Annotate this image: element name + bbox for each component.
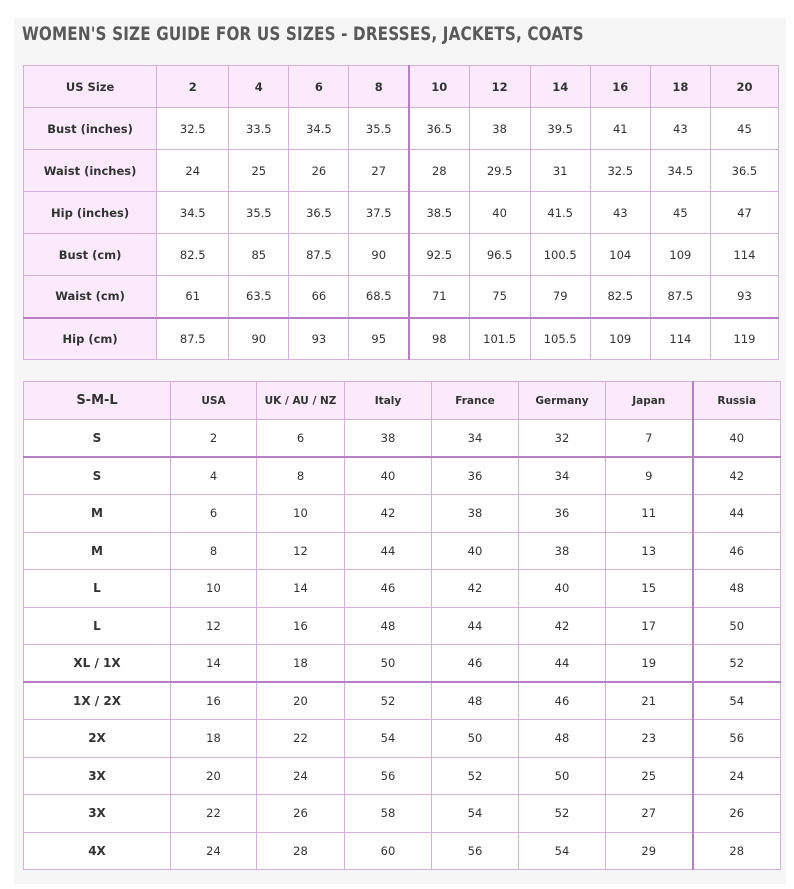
- sml-size-label: 3X: [24, 757, 171, 795]
- country-size-value: 34: [432, 420, 519, 458]
- measurement-value: 47: [710, 192, 778, 234]
- country-size-value: 12: [257, 532, 345, 570]
- country-size-value: 42: [693, 457, 781, 495]
- country-size-value: 52: [432, 757, 519, 795]
- measurement-value: 66: [289, 276, 349, 318]
- country-header-cell: USA: [171, 382, 257, 420]
- us-size-row: [24, 192, 779, 234]
- international-size-table: [23, 381, 781, 870]
- country-size-value: 38: [345, 420, 432, 458]
- sml-size-label: 2X: [24, 720, 171, 758]
- country-size-value: 54: [345, 720, 432, 758]
- intl-size-row: [24, 757, 781, 795]
- country-size-value: 36: [519, 495, 606, 533]
- country-size-value: 23: [606, 720, 693, 758]
- measurement-value: 90: [229, 318, 289, 360]
- measurement-label: Waist (cm): [24, 276, 157, 318]
- measurement-value: 92.5: [409, 234, 469, 276]
- sml-size-label: 4X: [24, 832, 171, 870]
- country-size-value: 16: [257, 607, 345, 645]
- measurement-value: 39.5: [530, 108, 590, 150]
- sml-size-label: M: [24, 495, 171, 533]
- measurement-value: 34.5: [289, 108, 349, 150]
- country-size-value: 48: [519, 720, 606, 758]
- us-size-row: [24, 234, 779, 276]
- measurement-value: 63.5: [229, 276, 289, 318]
- country-size-value: 56: [693, 720, 781, 758]
- us-size-table: [23, 65, 779, 360]
- measurement-value: 32.5: [590, 150, 650, 192]
- measurement-value: 104: [590, 234, 650, 276]
- country-size-value: 6: [257, 420, 345, 458]
- measurement-value: 36.5: [409, 108, 469, 150]
- measurement-value: 34.5: [157, 192, 229, 234]
- country-size-value: 28: [693, 832, 781, 870]
- measurement-value: 38.5: [409, 192, 469, 234]
- country-size-value: 11: [606, 495, 693, 533]
- country-size-value: 46: [432, 645, 519, 683]
- country-size-value: 40: [432, 532, 519, 570]
- us-size-header-cell: 12: [469, 66, 530, 108]
- us-size-row: [24, 150, 779, 192]
- sml-size-label: XL / 1X: [24, 645, 171, 683]
- intl-size-row: [24, 607, 781, 645]
- us-size-header-cell: 20: [710, 66, 778, 108]
- measurement-value: 61: [157, 276, 229, 318]
- country-size-value: 48: [345, 607, 432, 645]
- measurement-value: 109: [650, 234, 710, 276]
- us-size-header-label: US Size: [24, 66, 157, 108]
- us-size-header-cell: 14: [530, 66, 590, 108]
- us-size-row: [24, 276, 779, 318]
- us-size-row: [24, 108, 779, 150]
- measurement-value: 71: [409, 276, 469, 318]
- measurement-label: Waist (inches): [24, 150, 157, 192]
- country-size-value: 34: [519, 457, 606, 495]
- measurement-value: 82.5: [590, 276, 650, 318]
- country-size-value: 25: [606, 757, 693, 795]
- measurement-value: 114: [650, 318, 710, 360]
- measurement-value: 35.5: [229, 192, 289, 234]
- intl-size-row: [24, 532, 781, 570]
- country-size-value: 17: [606, 607, 693, 645]
- country-size-value: 40: [345, 457, 432, 495]
- country-size-value: 22: [257, 720, 345, 758]
- country-header-cell: UK / AU / NZ: [257, 382, 345, 420]
- measurement-value: 87.5: [650, 276, 710, 318]
- measurement-value: 24: [157, 150, 229, 192]
- country-header-cell: Japan: [606, 382, 693, 420]
- measurement-value: 98: [409, 318, 469, 360]
- country-size-value: 27: [606, 795, 693, 833]
- country-size-value: 21: [606, 682, 693, 720]
- country-size-value: 20: [257, 682, 345, 720]
- country-size-value: 20: [171, 757, 257, 795]
- sml-header-label: S-M-L: [24, 382, 171, 420]
- country-header-cell: Russia: [693, 382, 781, 420]
- country-size-value: 18: [171, 720, 257, 758]
- country-header-cell: Germany: [519, 382, 606, 420]
- country-header-cell: France: [432, 382, 519, 420]
- measurement-value: 29.5: [469, 150, 530, 192]
- measurement-value: 87.5: [289, 234, 349, 276]
- country-size-value: 54: [519, 832, 606, 870]
- measurement-value: 34.5: [650, 150, 710, 192]
- sml-size-label: S: [24, 457, 171, 495]
- intl-size-row: [24, 682, 781, 720]
- measurement-value: 87.5: [157, 318, 229, 360]
- country-size-value: 58: [345, 795, 432, 833]
- us-size-header-cell: 18: [650, 66, 710, 108]
- country-size-value: 22: [171, 795, 257, 833]
- country-size-value: 46: [693, 532, 781, 570]
- country-size-value: 46: [519, 682, 606, 720]
- measurement-value: 93: [289, 318, 349, 360]
- country-size-value: 15: [606, 570, 693, 608]
- country-size-value: 26: [693, 795, 781, 833]
- measurement-value: 36.5: [710, 150, 778, 192]
- country-header-cell: Italy: [345, 382, 432, 420]
- intl-size-row: [24, 420, 781, 458]
- measurement-value: 119: [710, 318, 778, 360]
- country-size-value: 9: [606, 457, 693, 495]
- measurement-value: 100.5: [530, 234, 590, 276]
- sml-size-label: L: [24, 607, 171, 645]
- country-size-value: 44: [345, 532, 432, 570]
- us-size-header-cell: 2: [157, 66, 229, 108]
- country-size-value: 10: [257, 495, 345, 533]
- country-size-value: 50: [432, 720, 519, 758]
- intl-size-row: [24, 720, 781, 758]
- us-size-header-cell: 8: [349, 66, 409, 108]
- measurement-value: 75: [469, 276, 530, 318]
- measurement-value: 40: [469, 192, 530, 234]
- country-size-value: 29: [606, 832, 693, 870]
- country-size-value: 24: [171, 832, 257, 870]
- measurement-label: Bust (inches): [24, 108, 157, 150]
- measurement-value: 96.5: [469, 234, 530, 276]
- measurement-value: 68.5: [349, 276, 409, 318]
- country-size-value: 40: [519, 570, 606, 608]
- intl-size-row: [24, 495, 781, 533]
- measurement-label: Bust (cm): [24, 234, 157, 276]
- country-size-value: 48: [693, 570, 781, 608]
- country-size-value: 50: [693, 607, 781, 645]
- measurement-value: 35.5: [349, 108, 409, 150]
- country-size-value: 42: [432, 570, 519, 608]
- measurement-value: 45: [650, 192, 710, 234]
- intl-size-header-row: [24, 382, 781, 420]
- country-size-value: 42: [345, 495, 432, 533]
- measurement-value: 93: [710, 276, 778, 318]
- country-size-value: 50: [519, 757, 606, 795]
- country-size-value: 4: [171, 457, 257, 495]
- intl-size-row: [24, 457, 781, 495]
- country-size-value: 18: [257, 645, 345, 683]
- page-title: WOMEN'S SIZE GUIDE FOR US SIZES - DRESSES, JACKETS, COATS: [22, 23, 584, 45]
- measurement-value: 45: [710, 108, 778, 150]
- measurement-value: 79: [530, 276, 590, 318]
- country-size-value: 2: [171, 420, 257, 458]
- intl-size-row: [24, 645, 781, 683]
- us-size-header-cell: 10: [409, 66, 469, 108]
- country-size-value: 14: [171, 645, 257, 683]
- measurement-value: 38: [469, 108, 530, 150]
- measurement-value: 31: [530, 150, 590, 192]
- sml-size-label: M: [24, 532, 171, 570]
- country-size-value: 8: [257, 457, 345, 495]
- country-size-value: 16: [171, 682, 257, 720]
- country-size-value: 42: [519, 607, 606, 645]
- sml-size-label: L: [24, 570, 171, 608]
- country-size-value: 44: [432, 607, 519, 645]
- country-size-value: 7: [606, 420, 693, 458]
- country-size-value: 13: [606, 532, 693, 570]
- measurement-value: 25: [229, 150, 289, 192]
- country-size-value: 8: [171, 532, 257, 570]
- measurement-value: 82.5: [157, 234, 229, 276]
- intl-size-row: [24, 832, 781, 870]
- country-size-value: 36: [432, 457, 519, 495]
- country-size-value: 19: [606, 645, 693, 683]
- country-size-value: 10: [171, 570, 257, 608]
- country-size-value: 14: [257, 570, 345, 608]
- us-size-header-cell: 4: [229, 66, 289, 108]
- country-size-value: 48: [432, 682, 519, 720]
- country-size-value: 38: [519, 532, 606, 570]
- measurement-value: 105.5: [530, 318, 590, 360]
- measurement-value: 109: [590, 318, 650, 360]
- measurement-value: 28: [409, 150, 469, 192]
- country-size-value: 38: [432, 495, 519, 533]
- measurement-value: 26: [289, 150, 349, 192]
- country-size-value: 54: [693, 682, 781, 720]
- measurement-value: 90: [349, 234, 409, 276]
- sml-size-label: S: [24, 420, 171, 458]
- measurement-value: 85: [229, 234, 289, 276]
- country-size-value: 56: [432, 832, 519, 870]
- measurement-label: Hip (inches): [24, 192, 157, 234]
- country-size-value: 54: [432, 795, 519, 833]
- intl-size-row: [24, 570, 781, 608]
- country-size-value: 24: [257, 757, 345, 795]
- country-size-value: 6: [171, 495, 257, 533]
- country-size-value: 56: [345, 757, 432, 795]
- country-size-value: 60: [345, 832, 432, 870]
- country-size-value: 46: [345, 570, 432, 608]
- measurement-label: Hip (cm): [24, 318, 157, 360]
- intl-size-row: [24, 795, 781, 833]
- measurement-value: 114: [710, 234, 778, 276]
- us-size-header-row: [24, 66, 779, 108]
- measurement-value: 41.5: [530, 192, 590, 234]
- measurement-value: 27: [349, 150, 409, 192]
- measurement-value: 41: [590, 108, 650, 150]
- sml-size-label: 3X: [24, 795, 171, 833]
- measurement-value: 101.5: [469, 318, 530, 360]
- country-size-value: 52: [519, 795, 606, 833]
- country-size-value: 52: [345, 682, 432, 720]
- country-size-value: 40: [693, 420, 781, 458]
- measurement-value: 43: [650, 108, 710, 150]
- us-size-header-cell: 6: [289, 66, 349, 108]
- measurement-value: 33.5: [229, 108, 289, 150]
- sml-size-label: 1X / 2X: [24, 682, 171, 720]
- measurement-value: 37.5: [349, 192, 409, 234]
- country-size-value: 52: [693, 645, 781, 683]
- measurement-value: 95: [349, 318, 409, 360]
- country-size-value: 24: [693, 757, 781, 795]
- country-size-value: 44: [519, 645, 606, 683]
- country-size-value: 32: [519, 420, 606, 458]
- country-size-value: 12: [171, 607, 257, 645]
- measurement-value: 43: [590, 192, 650, 234]
- country-size-value: 26: [257, 795, 345, 833]
- us-size-header-cell: 16: [590, 66, 650, 108]
- country-size-value: 28: [257, 832, 345, 870]
- measurement-value: 36.5: [289, 192, 349, 234]
- us-size-row: [24, 318, 779, 360]
- measurement-value: 32.5: [157, 108, 229, 150]
- country-size-value: 44: [693, 495, 781, 533]
- country-size-value: 50: [345, 645, 432, 683]
